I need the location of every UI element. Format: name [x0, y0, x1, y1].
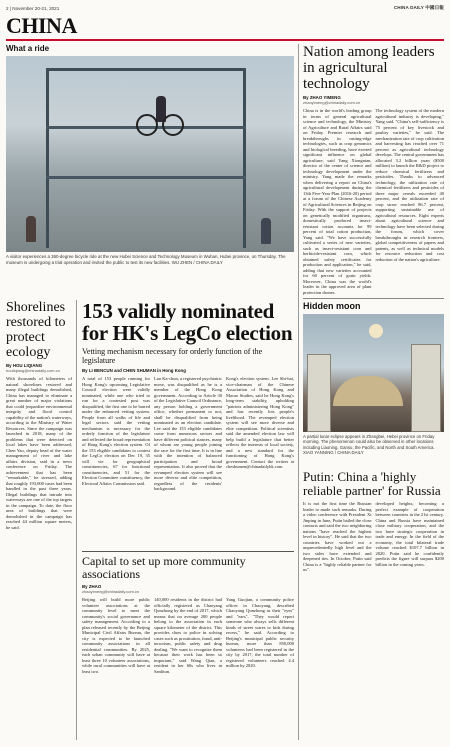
nation-column-1: China is in the world's leading group in terms of general agricultural science and technology, the Ministry of Agriculture and Rural Affairs said on Friday. Premier research and breakthroughs in cutting-edge technologies, such as crop genomics and biological breeding, have exerted significant influence on global agriculture, said Yang Xiongnian, director of the center of science and technology development under the ministry. Yang made the remarks when delivering a report on China's agricultural development during the 13th Five-Year Plan (2016-20) period at a forum of the Chinese Academy of Agricultural Sciences in Beijing on Friday. With the support of projects on genetically modified organisms, domestically produced insect-resistant cotton accounts for 99 percent of total cotton production, Yang said. "We have successfully cultivated a series of new varieties, such as insect-resistant corn and herbicide-resistant corn, which obtained safety certificates for production and application," he said, adding that new varieties accounted for 60 percent of grain yields. Moreover, China was the world's leader in the approved area of plant protection drones.	[303, 108, 372, 295]
moon	[369, 324, 383, 338]
capital-article	[82, 551, 294, 674]
hk-columns	[82, 376, 294, 492]
hidden-moon	[303, 298, 444, 456]
photo-label: What a ride	[6, 44, 50, 53]
nation-columns	[303, 108, 444, 295]
spectator-figure	[261, 218, 271, 244]
nation-column-2: The technology system of the modern agricultural industry is developing," Yang said. "China's self-sufficiency is 75 percent of key livestock and poultry varieties," he said. The mechanization rate of crop cultivation and harvesting has reached over 71 percent as agricultural technology develops. The central government has allocated 3.2 billion yuan ($500 million) to launch the R&D project to reduce chemical fertilizers and pesticides. Thanks to advanced technology, the utilization rate of chemical fertilizers and pesticides of three major cereals exceeded 40 percent, and the utilization rate of crop straw reached 86.7 percent, supporting sustainable use of agricultural resources. Eight experts about agricultural science and technology have been selected during the forum, which cover breakthroughs in research frontiers, global competitiveness of papers and patents, as well as technical models for resource reduction and cost reduction of the nation's agriculture.	[375, 108, 444, 262]
capital-columns	[82, 597, 294, 674]
issue-date: 2 | November 20-21, 2021	[6, 5, 60, 11]
capital-column-2: 140,000 residents in the district had officially registered as Chaoyang Qunzhong by the end of 2017, which means that on average 200 people belong to the association in each square kilometer of the district. This provides clues to police in solving cases such as prostitution, fraud, anti-terrorism, public safety and drug dealing. "We want to recognize them because their work has been so important," said Wang Qian, a resident in her 60s who lives in Sanlitun.	[154, 597, 222, 674]
hk-column-2: Lau Ka-chun, a registered psychiatric nurse, was disqualified as he is a member of the Hong Kong government. According to Article 30 of the Legislative Council Ordinance, any person holding a government office, whether permanent or not, shall be disqualified from being nominated as an election candidate. Lee said the 153 eligible candidates come from numerous sectors and have different political stances, many of whom are young people joining the race for the first time. It is in line with the intention of balanced participation and broad representation. It also proved that the revamped election system will see more diverse and elite competition, regardless of the residents' background.	[154, 376, 222, 491]
shorelines-email: houliqiang@chinadaily.com.cn	[6, 368, 60, 373]
section-rule	[6, 39, 444, 41]
hk-byline: By LI BENCUN and CHEN SHUMAN in Hong Kong	[82, 368, 186, 373]
putin-column-1: It is not the first time the Russian leader to made such remarks. During a video conference with President Xi Jinping in June, Putin hailed the close contacts and said the two neighboring nations "have reached the highest level in history". He said that the two countries have worked out a unprecedentedly high level and the two sides have extended and deepened ties. In October, Putin said China is a "highly reliable partner for us".	[303, 501, 372, 572]
shorelines-article	[6, 300, 72, 530]
hidden-moon-title: Hidden moon	[303, 298, 444, 311]
capital-byline: By ZHAO	[82, 584, 102, 589]
eclipse-caption: A partial lunar eclipse appears in Zhangbei, Hebei province on Friday morning. The phenomenon could also be observed in other locations including Liaoning, Gansu, the Pacific, and North and South America. XIAO YANNING / CHINA DAILY	[303, 434, 435, 456]
shorelines-headline[interactable]: Shorelines restored to protect ecology	[6, 300, 66, 360]
capital-column-1: Beijing will build more public volunteer associations at the community level to meet the community's social governance and safety management. According to a plan released recently by the Beijing Municipal Civil Affairs Bureau, the city is expected to be launched community associations in all residential communities. By 2025, each urban community will have at least three 10 volunteer associations, while rural communities will have at least two.	[82, 597, 150, 674]
bicycle-wheel	[162, 114, 184, 136]
capital-column-3: Yang Guojian, a community police officer in Chaoyang, described Chaoyang Qunzhong as their "eyes" and "ears". "They would report someone who always sells different kinds of street wares to kids during recess," he said. According to Beijing's municipal public security bureau, more than 850,000 volunteers had been registered in the city by 2017, the total number of registered volunteers reached 4.4 million by 2020.	[226, 597, 294, 668]
capital-headline[interactable]: Capital to set up more community associations	[82, 551, 294, 581]
column-divider	[298, 44, 299, 740]
putin-article	[303, 470, 444, 573]
nation-headline[interactable]: Nation among leaders in agricultural technology	[303, 44, 435, 92]
section-title: CHINA	[6, 13, 77, 38]
column-divider	[76, 300, 77, 740]
museum-photo[interactable]	[6, 56, 294, 252]
hk-article	[82, 300, 294, 492]
ride-frame	[46, 68, 246, 248]
building	[307, 354, 331, 432]
spectator-figure	[26, 216, 36, 242]
nation-article	[303, 44, 444, 295]
putin-column-2: developed heights, becoming a perfect example of cooperation between countries in the 21st century. China and Russia have maintained close military cooperation, and the two have strategic cooperation in trade and energy. In the field of the economy, the total bilateral trade volume reached $107.7 billion in 2020. Putin said he confidently predicts the figure will surpass $200 billion in the coming years.	[375, 501, 444, 567]
nation-email: zhaoyimeng@chinadaily.com.cn	[303, 100, 361, 105]
paper-name: CHINA DAILY 中國日報	[393, 5, 444, 10]
hk-column-1: A total of 153 people running for Hong Kong's upcoming Legislative Council election were validly nominated, while one who tried to run for a contested post was disqualified, the first one to be barred under the enhanced vetting system. People from all walks of life and legal sectors said the vetting mechanism is necessary for the orderly function of the legislature and reflected the broad representation of Hong Kong's election system. Of the 153 eligible candidates to contest the LegCo election on Dec 19, 35 will vie for geographical constituencies, 67 for functional constituencies, and 51 for the Election Committee constituency, the Electoral Affairs Commission said.	[82, 376, 150, 486]
putin-headline[interactable]: Putin: China a 'highly reliable partner' for Russia	[303, 469, 441, 498]
shelter	[333, 376, 403, 406]
building	[411, 344, 441, 432]
shorelines-body: With thousands of kilometers of natural shorelines restored and many illegal buildings demolished, China has managed to eliminate a great number of major violations that could jeopardize environmental integrity and flood control capability of the nation's waterways, according to the Ministry of Water Resources. Since the campaign was launched in 2018, many of the problems that were detected on local lakes have been addressed, Chen Yao, deputy head of the water management of river and lake affairs division, said in a news conference on Friday. The achievement that has been "remarkable," he stressed, adding that roughly 193,000 cases had been handled in the past three years. Illegal buildings that intrude into waterways are one of the top targets in the campaign. To date, the floor area of buildings that were demolished in the campaign has reached 44 million square meters, he said.	[6, 376, 72, 530]
photo-caption: A visitor experiences a 360-degree bicycle ride at the new Hubei Science and Technology Museum in Wuhan, Hubei province, on Thursday. The museum is undergoing a trial operation and invited the public to test its new facilities. WU ZHEN / CHINA DAILY	[6, 254, 286, 265]
hk-column-3: Kong's election system. Lee Shi-hai, vice-chairman of the Chinese Association of Hong Kong and Macao Studies, said he Hong Kong's long-term stability, upholding "patriots administering Hong Kong" and has recently lots people's livelihood. The revamped election system will see more diverse and elite competition. Political scientists said the amended election law will help build a legislature that better reflects the interests of local society, and a new standard for the functioning of Hong Kong's government. Contact the writers at cheshumen@chinadailyhk.com	[226, 376, 294, 469]
nation-byline: By ZHAO YIMENG	[303, 95, 341, 100]
masthead	[6, 4, 444, 12]
bicycle-wheel	[136, 114, 158, 136]
putin-columns	[303, 501, 444, 573]
hk-headline[interactable]: 153 validly nominated for HK's LegCo election	[82, 299, 293, 345]
shorelines-byline: By HOU LIQIANG	[6, 363, 43, 368]
ride-bar	[46, 176, 246, 179]
hk-subhead: Vetting mechanism necessary for orderly function of the legislature	[82, 347, 263, 365]
photo-story	[6, 44, 294, 265]
eclipse-photo[interactable]	[303, 314, 444, 432]
capital-email: zhaoyimeng@chinadaily.com.cn	[82, 589, 140, 594]
